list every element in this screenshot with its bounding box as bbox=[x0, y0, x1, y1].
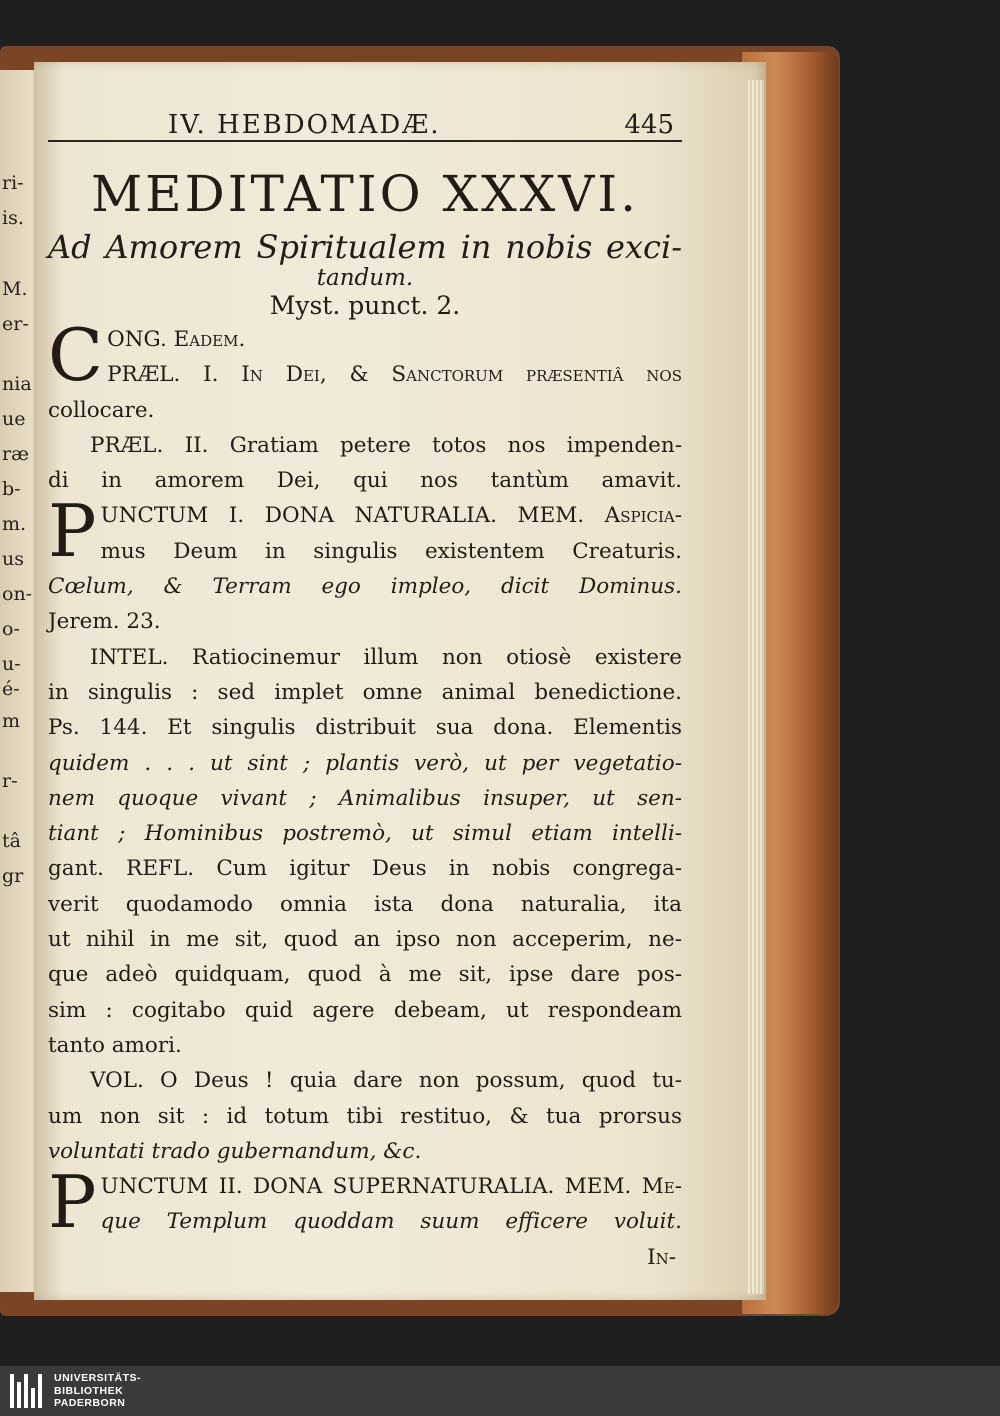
logo-line: BIBLIOTHEK bbox=[54, 1384, 124, 1397]
library-logo-icon bbox=[10, 1374, 46, 1408]
paragraph-punctum-2 bbox=[48, 1160, 682, 1245]
paragraph-cong bbox=[48, 313, 682, 397]
text-line: quidem . . . ut sint ; plantis verò, ut per vegetatio- bbox=[48, 750, 682, 776]
text-line: VOL. O Deus ! quia dare non possum, quod tu- bbox=[90, 1068, 682, 1094]
text-line: um non sit : id totum tibi restituo, & tua prorsus bbox=[48, 1103, 682, 1129]
left-fragment: on- bbox=[2, 583, 33, 605]
left-fragment: ræ bbox=[2, 443, 29, 465]
left-fragment: r- bbox=[2, 770, 18, 792]
meditation-title: MEDITATIO XXXVI. bbox=[90, 165, 640, 223]
footer-bar bbox=[0, 1366, 1000, 1416]
drop-cap: C bbox=[48, 313, 104, 397]
page-text bbox=[48, 100, 682, 1275]
mystery-point: Myst. punct. 2. bbox=[269, 291, 461, 320]
text-line: Ps. 144. Et singulis distribuit sua dona. Elementis bbox=[48, 715, 682, 741]
text-line: PRÆL. I. In Dei, & Sanctorum præsentiâ nos bbox=[107, 362, 682, 388]
text-line: in singulis : sed implet omne animal benedictione. bbox=[48, 679, 682, 705]
text-line: UNCTUM II. DONA SUPERNATURALIA. MEM. Me- bbox=[100, 1174, 682, 1200]
text-line: voluntati trado gubernandum, &c. bbox=[48, 1138, 422, 1164]
left-fragment: b- bbox=[2, 478, 21, 500]
left-fragment: nia bbox=[2, 373, 32, 395]
drop-cap: P bbox=[48, 1160, 97, 1245]
text-line: que adeò quidquam, quod à me sit, ipse dare pos- bbox=[48, 962, 682, 988]
text-line: di in amorem Dei, qui nos tantùm amavit. bbox=[48, 468, 682, 494]
left-fragment: o- bbox=[2, 618, 20, 640]
running-head bbox=[48, 100, 682, 142]
left-fragment: us bbox=[2, 548, 24, 570]
library-logo-text bbox=[54, 1372, 141, 1410]
text-line: que Templum quoddam suum efficere voluit. bbox=[100, 1209, 682, 1235]
left-fragment: u- bbox=[2, 653, 21, 675]
text-line: collocare. bbox=[48, 397, 155, 423]
text-line: ut nihil in me sit, quod an ipso non acceperim, ne- bbox=[48, 927, 682, 953]
left-fragment: M. bbox=[2, 278, 28, 300]
text-line: mus Deum in singulis existentem Creaturis. bbox=[100, 538, 682, 564]
page-number: 445 bbox=[624, 110, 674, 140]
left-fragment: tâ bbox=[2, 830, 21, 852]
text-line: gant. REFL. Cum igitur Deus in nobis congrega- bbox=[48, 856, 682, 882]
text-line: UNCTUM I. DONA NATURALIA. MEM. Aspicia- bbox=[100, 503, 682, 529]
text-line: INTEL. Ratiocinemur illum non otiosè existere bbox=[90, 644, 682, 670]
left-fragment: ri- bbox=[2, 172, 24, 194]
left-fragment: m. bbox=[2, 513, 27, 535]
logo-line: PADERBORN bbox=[54, 1397, 126, 1409]
left-fragment: m bbox=[2, 710, 21, 732]
left-fragment: ue bbox=[2, 408, 26, 430]
text-line: ONG. Eadem. bbox=[107, 327, 246, 352]
catchword: In- bbox=[647, 1244, 676, 1270]
meditation-subtitle: Ad Amorem Spiritualem in nobis exci- bbox=[48, 228, 682, 266]
paragraph-punctum-1 bbox=[48, 489, 682, 574]
left-fragment: er- bbox=[2, 313, 29, 335]
logo-line: UNIVERSITÄTS- bbox=[54, 1372, 142, 1384]
text-line: verit quodamodo omnia ista dona naturalia, ita bbox=[48, 891, 682, 917]
text-line: Cœlum, & Terram ego impleo, dicit Dominus. bbox=[48, 574, 682, 600]
text-line: tiant ; Hominibus postremò, ut simul etiam intelli- bbox=[48, 821, 682, 847]
meditation-subtitle-cont: tandum. bbox=[316, 265, 414, 291]
page-edges bbox=[748, 80, 764, 1294]
text-line: nem quoque vivant ; Animalibus insuper, ut sen- bbox=[48, 785, 682, 811]
text-line: PRÆL. II. Gratiam petere totos nos impenden- bbox=[90, 432, 682, 458]
text-line: tanto amori. bbox=[48, 1032, 182, 1058]
left-fragment: is. bbox=[2, 207, 24, 229]
text-line: Jerem. 23. bbox=[48, 609, 161, 635]
drop-cap: P bbox=[48, 489, 97, 574]
text-line: sim : cogitabo quid agere debeam, ut respondeam bbox=[48, 997, 682, 1023]
running-head-title: IV. HEBDOMADÆ. bbox=[168, 110, 441, 140]
left-fragment: gr bbox=[2, 865, 24, 887]
left-fragment: é- bbox=[2, 678, 20, 700]
